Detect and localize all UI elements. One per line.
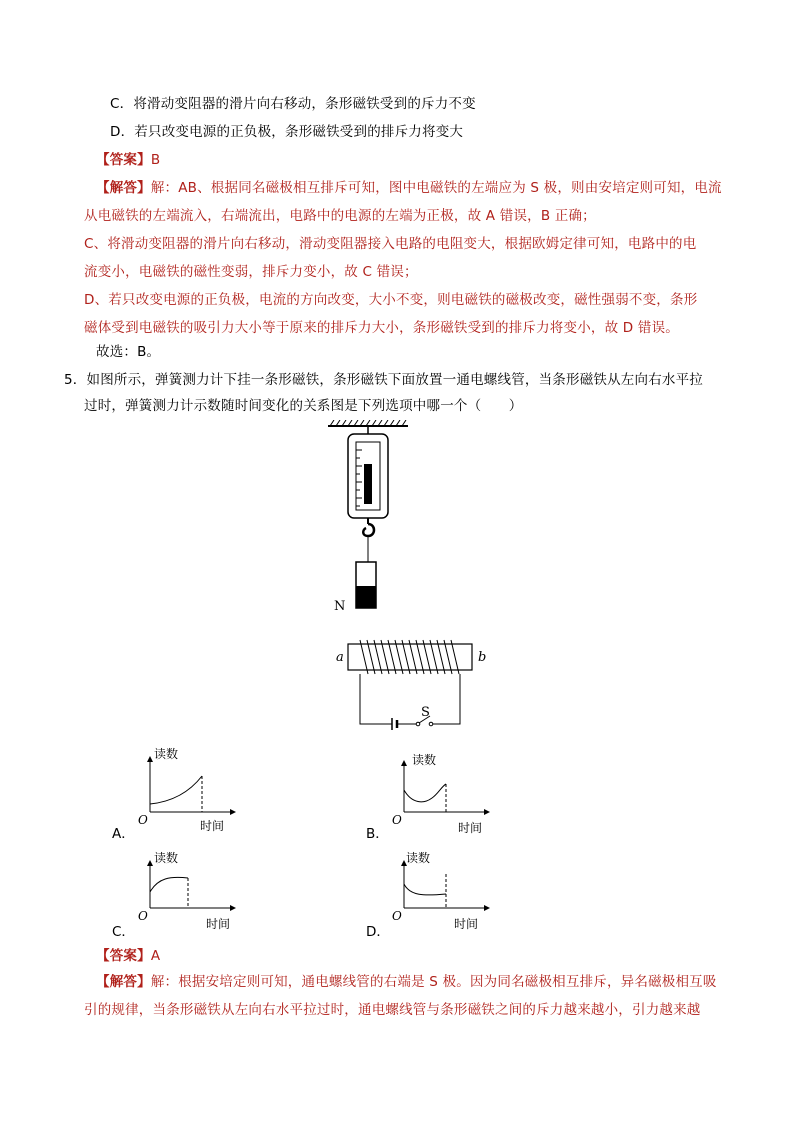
y-axis-label: 读数 [154,851,179,865]
y-axis-label: 读数 [412,753,437,767]
y-axis-label: 读数 [406,851,431,865]
graph-d [384,846,494,946]
question-5-line-1 [64,370,703,390]
y-axis-label: 读数 [154,747,179,761]
graph-b-option: B． [366,826,389,842]
analysis-text: 解：根据安培定则可知，通电螺线管的右端是 S 极。因为同名磁极相互排斥，异名磁极相互吸 [150,974,717,990]
switch-label: S [421,705,430,720]
analysis-line-2: 从电磁铁的左端流入，右端流出，电路中的电源的左端为正极，故 A 错误，B 正确； [84,208,596,224]
experiment-figure [320,420,500,740]
origin-label: O [392,813,402,827]
analysis-line-4: 流变小，电磁铁的磁性变弱，排斥力变小，故 C 错误； [84,264,418,280]
q5-answer-line [96,946,160,966]
graph-a [130,742,240,842]
graph-c-option: C． [112,924,135,940]
answer-value: A [150,948,161,964]
origin-label: O [392,909,402,923]
graph-c [130,846,240,946]
origin-label: O [138,909,148,923]
graph-d-option: D． [366,924,390,940]
question-5-line-2: 过时，弹簧测力计示数随时间变化的关系图是下列选项中哪一个（ ） [84,398,523,414]
graph-a-option: A． [112,826,135,842]
graph-b [384,746,494,846]
answer-tag: 【答案】 [96,948,151,964]
question-stem: 如图所示，弹簧测力计下挂一条形磁铁，条形磁铁下面放置一通电螺线管，当条形磁铁从左向右水平拉 [86,372,703,388]
x-axis-label: 时间 [454,917,479,931]
x-axis-label: 时间 [200,819,225,833]
analysis-line-1 [96,178,722,198]
answer-value: B [150,152,161,168]
analysis-line-3: C、将滑动变阻器的滑片向右移动，滑动变阻器接入电路的电阻变大，根据欧姆定律可知，电路中的电 [84,236,697,252]
x-axis-label: 时间 [458,821,483,835]
analysis-line-6: 磁体受到电磁铁的吸引力大小等于原来的排斥力大小，条形磁铁受到的排斥力将变小，故 D 错误。 [84,320,679,336]
magnet-pole-label: N [334,599,346,614]
analysis-tag: 【解答】 [96,974,151,990]
conclusion-line: 故选：B。 [96,344,161,360]
q5-analysis-line-1 [96,972,717,992]
x-axis-label: 时间 [206,917,231,931]
q5-analysis-line-2: 引的规律，当条形磁铁从左向右水平拉过时，通电螺线管与条形磁铁之间的斥力越来越小，引力越来越 [84,1002,701,1018]
option-d: D．若只改变电源的正负极，条形磁铁受到的排斥力将变大 [110,124,464,140]
coil-left-label: a [336,650,344,665]
coil-right-label: b [478,650,487,665]
analysis-text: 解：AB、根据同名磁极相互排斥可知，图中电磁铁的左端应为 S 极，则由安培定则可知，电流 [150,180,722,196]
answer-line [96,150,160,170]
question-number: 5． [64,372,87,388]
analysis-tag: 【解答】 [96,180,151,196]
origin-label: O [138,813,148,827]
answer-tag: 【答案】 [96,152,151,168]
option-c: C．将滑动变阻器的滑片向右移动，条形磁铁受到的斥力不变 [110,96,476,112]
analysis-line-5: D、若只改变电源的正负极，电流的方向改变，大小不变，则电磁铁的磁极改变，磁性强弱不变，条形 [84,292,698,308]
